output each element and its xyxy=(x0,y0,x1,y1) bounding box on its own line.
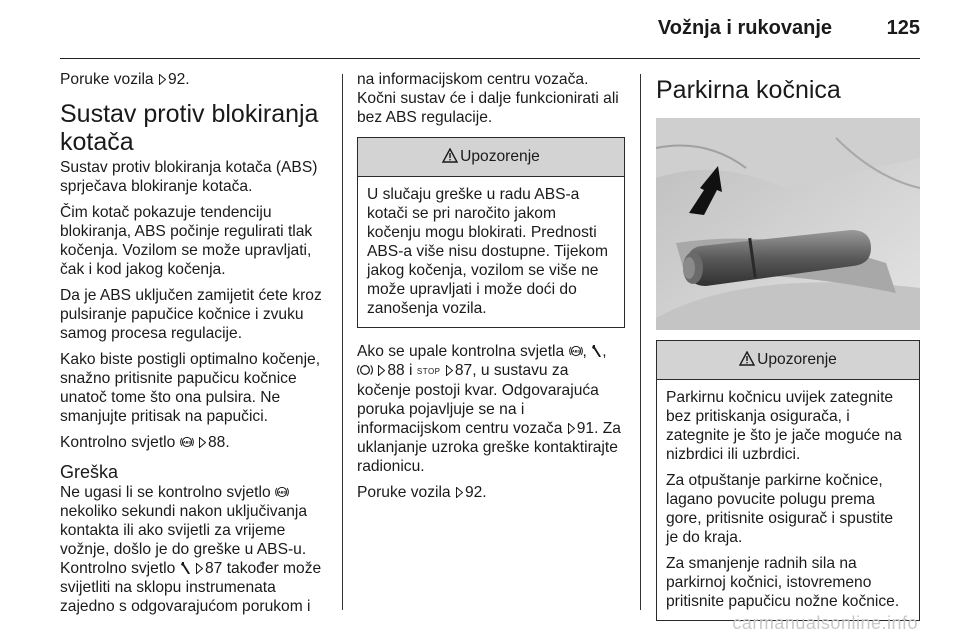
column-1 xyxy=(60,70,328,623)
wrench-icon xyxy=(180,561,191,575)
fault-text-b: nekoliko sekundi nakon uključivanja kontakta ili ako svijetli za vrijeme vožnje, došlo je do greške u ABS-u. Kontrolno svjetlo xyxy=(60,503,308,577)
abs-paragraph-4: Kako biste postigli optimalno kočenje, snažno pritisnite papučicu kočnice unatoč tome što ona pulsira. Ne smanjujte pritisak na papučici. xyxy=(60,351,321,425)
intro-paragraph xyxy=(60,70,328,89)
page-ref-arrow-icon xyxy=(196,563,203,574)
abs-warning-light-icon xyxy=(275,485,289,499)
fault-heading: Greška xyxy=(60,462,119,482)
warning-header xyxy=(358,138,624,177)
abs-warning-box xyxy=(357,137,625,328)
messages-paragraph xyxy=(357,483,625,502)
abs-paragraph-2: Čim kotač pokazuje tendenciju blokiranja, ABS počinje regulirati tlak kočenja. Vozilom se može upravljati, čak i kod jakog kočenja. xyxy=(60,204,313,278)
page-ref-arrow-icon xyxy=(378,365,385,376)
watermark: carmanualsonline.info xyxy=(732,613,918,633)
parking-warning-paragraph-3: Za smanjenje radnih sila na parkirnoj kočnici, istovremeno pritisnite papučicu nožne kočnice. xyxy=(666,555,900,610)
warning-title: Upozorenje xyxy=(757,351,837,368)
page-header xyxy=(60,0,920,59)
wrench-icon xyxy=(591,344,602,358)
page-ref-arrow-icon xyxy=(199,437,206,448)
warning-text: U slučaju greške u radu ABS-a kotači se pri naročito jakom kočenju mogu blokirati. Prednosti ABS-a više nisu dostupne. Tijekom jakog kočenja, vozilom se više ne može upravljati i može doći do zanošenja vozila. xyxy=(367,186,608,317)
lights-page-ref-3[interactable]: 91. xyxy=(576,420,599,437)
brake-warning-light-icon xyxy=(357,363,373,377)
column-2 xyxy=(357,70,625,509)
page-ref-arrow-icon xyxy=(159,74,166,85)
abs-continuation: na informacijskom centru vozača. Kočni sustav će i dalje funkcionirati ali bez ABS regulacije. xyxy=(357,71,619,126)
abs-warning-light-icon xyxy=(180,435,194,449)
intro-page-ref[interactable]: 92. xyxy=(167,71,190,88)
column-divider-1 xyxy=(342,74,343,610)
abs-warning-light-icon xyxy=(569,344,583,358)
svg-text:ABS: ABS xyxy=(571,349,580,354)
column-3 xyxy=(656,70,920,631)
messages-text: Poruke vozila xyxy=(357,484,451,501)
intro-text: Poruke vozila xyxy=(60,71,154,88)
lights-page-ref-1[interactable]: 88 xyxy=(387,362,405,379)
abs-paragraph-5 xyxy=(60,433,328,452)
abs-p5-text: Kontrolno svjetlo xyxy=(60,434,176,451)
page-ref-arrow-icon xyxy=(446,365,453,376)
warning-triangle-icon xyxy=(739,351,755,366)
svg-text:ABS: ABS xyxy=(277,490,286,495)
parking-brake-illustration xyxy=(656,118,920,330)
abs-paragraph-3: Da je ABS uključen zamijetit ćete kroz pulsiranje papučice kočnice i zvuku samog procesa regulacije. xyxy=(60,287,322,342)
parking-brake-lever-image xyxy=(656,118,920,330)
abs-paragraph-1: Sustav protiv blokiranja kotača (ABS) sprječava blokiranje kotača. xyxy=(60,159,318,195)
fault-paragraph xyxy=(60,483,328,616)
lights-text-a: Ako se upale kontrolna svjetla xyxy=(357,343,565,360)
parking-brake-heading: Parkirna kočnica xyxy=(656,76,841,104)
lights-paragraph: Ako se upale kontrolna svjetla ABS , , 88 i STOP 87, u sustavu za kočenje postoji kvar. Odgovarajuća poruka pojavljuje se na i informacijskom centru vozača 91. Za uklanjanje uzroka greške kontaktirajte radionicu. xyxy=(357,343,621,475)
page-number: 125 xyxy=(886,17,920,39)
fault-page-ref[interactable]: 87 xyxy=(204,560,223,577)
fault-text-a: Ne ugasi li se kontrolno svjetlo xyxy=(60,484,271,501)
lights-text-ref2: 87, u sustavu za kočenje postoji kvar. Odgovarajuća poruka pojavljuje se na i informacijskom centru vozača xyxy=(357,362,599,437)
warning-body xyxy=(358,177,624,327)
header-title: Vožnja i rukovanje xyxy=(657,17,832,39)
warning-body xyxy=(657,380,919,620)
page-ref-arrow-icon xyxy=(568,423,575,434)
abs-heading: Sustav protiv blokiranja kotača xyxy=(60,100,319,156)
lights-conj: i xyxy=(409,362,413,379)
lights-text-b: Za uklanjanje uzroka greške kontaktirajte radionicu. xyxy=(357,420,621,475)
warning-header xyxy=(657,341,919,380)
column-divider-2 xyxy=(640,74,641,610)
page-ref-arrow-icon xyxy=(456,487,463,498)
messages-page-ref[interactable]: 92. xyxy=(464,484,487,501)
parking-warning-paragraph-2: Za otpuštanje parkirne kočnice, lagano povucite polugu prema gore, pritisnite osigurač i spustite je do kraja. xyxy=(666,472,894,546)
warning-title: Upozorenje xyxy=(460,148,540,165)
svg-text:ABS: ABS xyxy=(182,440,191,445)
fault-text-c: također može svijetliti na sklopu instrumenata zajedno s odgovarajućom porukom i xyxy=(60,560,322,615)
stop-light-symbol: STOP xyxy=(416,367,441,376)
abs-p5-page-ref[interactable]: 88. xyxy=(207,434,230,451)
parking-brake-warning-box xyxy=(656,340,920,621)
warning-triangle-icon xyxy=(442,148,458,163)
parking-warning-paragraph-1: Parkirnu kočnicu uvijek zategnite bez pritiskanja osigurača, i zategnite je što je jače moguće na nizbrdici ili uzbrdici. xyxy=(666,389,902,463)
